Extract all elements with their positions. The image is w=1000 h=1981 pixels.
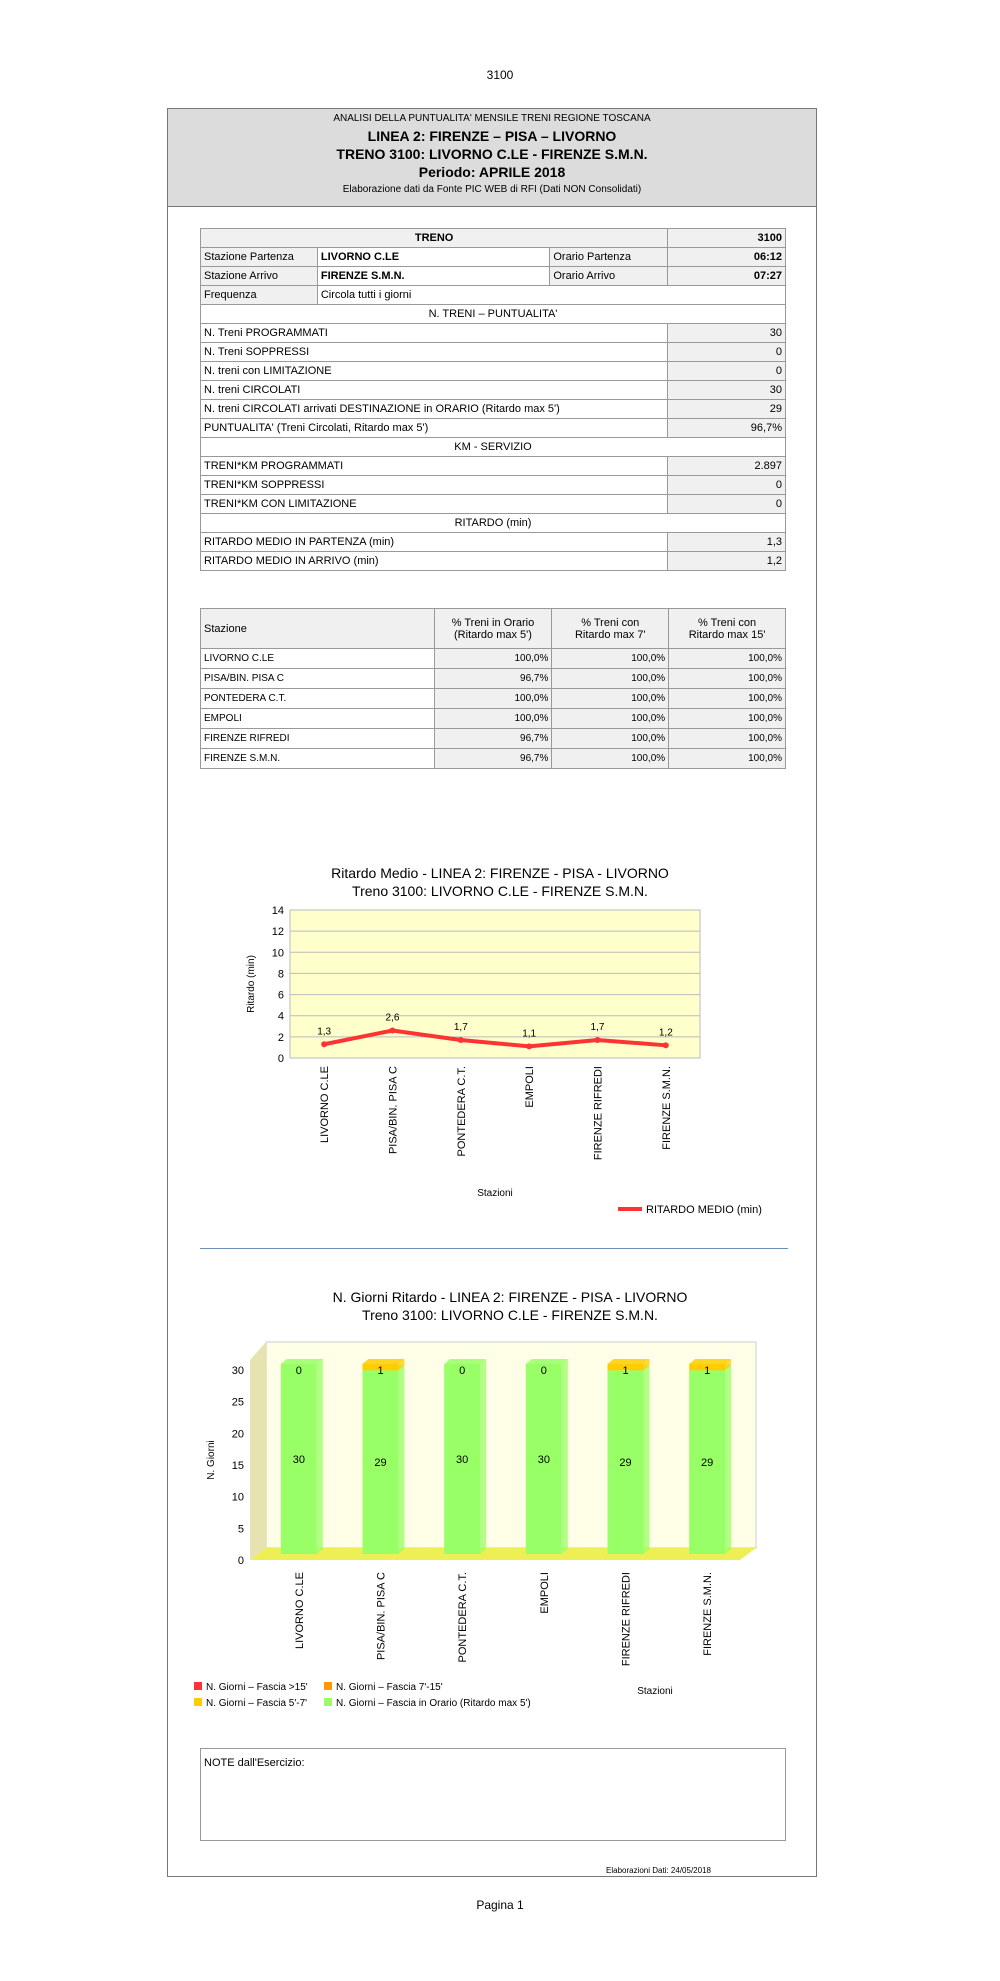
data-label: 1,3	[317, 1026, 332, 1038]
table-row	[201, 267, 786, 286]
x-tick-label: LIVORNO C.LE	[319, 1066, 332, 1144]
station-pct: 100,0%	[552, 749, 669, 769]
table-row	[201, 495, 786, 514]
row-label: N. Treni SOPPRESSI	[201, 343, 668, 362]
data-label: 30	[292, 1454, 305, 1466]
legend-swatch	[324, 1682, 332, 1690]
section-km: KM - SERVIZIO	[201, 438, 786, 457]
col-header: % Treni in Orario (Ritardo max 5')	[434, 609, 552, 649]
y-tick-label: 6	[277, 989, 284, 1002]
table-row	[201, 419, 786, 438]
table-row	[201, 343, 786, 362]
arr-station: FIRENZE S.M.N.	[317, 267, 550, 286]
table-row	[201, 669, 786, 689]
section-row	[201, 514, 786, 533]
chart-title: Ritardo Medio - LINEA 2: FIRENZE - PISA - LIVORNO	[331, 865, 669, 881]
legend-label: N. Giorni – Fascia in Orario (Ritardo max 5')	[336, 1698, 531, 1709]
data-point	[390, 1028, 396, 1034]
section-punctuality: N. TRENI – PUNTUALITA'	[201, 305, 786, 324]
y-tick-label: 2	[277, 1031, 284, 1044]
arr-time: 07:27	[668, 267, 786, 286]
data-label: 0	[540, 1365, 547, 1377]
train-summary-table	[200, 228, 786, 571]
row-label: TRENI*KM SOPPRESSI	[201, 476, 668, 495]
x-tick-label: PONTEDERA C.T.	[455, 1066, 468, 1157]
arr-station-label: Stazione Arrivo	[201, 267, 318, 286]
y-tick-label: 0	[277, 1053, 284, 1065]
station-pct: 100,0%	[669, 689, 786, 709]
table-row	[201, 729, 786, 749]
station-pct: 100,0%	[669, 749, 786, 769]
data-point	[595, 1037, 601, 1043]
bar-top	[281, 1359, 323, 1364]
row-value: 0	[668, 476, 786, 495]
x-tick-label: FIRENZE RIFREDI	[592, 1066, 605, 1161]
row-label: N. Treni PROGRAMMATI	[201, 324, 668, 343]
x-axis-label: Stazioni	[637, 1686, 673, 1697]
row-value: 1,3	[668, 533, 786, 552]
data-point	[321, 1041, 327, 1047]
x-tick-label: EMPOLI	[524, 1066, 537, 1108]
section-row	[201, 305, 786, 324]
row-value: 2.897	[668, 457, 786, 476]
bar-top	[608, 1359, 650, 1364]
y-tick-label: 4	[277, 1010, 284, 1023]
data-label: 29	[374, 1457, 387, 1470]
station-pct: 100,0%	[434, 709, 552, 729]
station-pct: 100,0%	[669, 729, 786, 749]
legend-swatch	[194, 1682, 202, 1690]
data-label: 1,7	[453, 1022, 468, 1034]
freq-label: Frequenza	[201, 286, 318, 305]
row-label: TRENI*KM CON LIMITAZIONE	[201, 495, 668, 514]
section-row	[201, 438, 786, 457]
bar-top	[526, 1359, 568, 1364]
data-label: 2,6	[385, 1012, 400, 1024]
table-row	[201, 689, 786, 709]
freq-value: Circola tutti i giorni	[317, 286, 785, 305]
elaboration-date: Elaborazioni Dati: 24/05/2018	[606, 1866, 711, 1875]
y-tick-label: 20	[231, 1428, 244, 1441]
row-value: 0	[668, 343, 786, 362]
table-row	[201, 552, 786, 571]
dep-station-label: Stazione Partenza	[201, 248, 318, 267]
header-line2: LINEA 2: FIRENZE – PISA – LIVORNO	[367, 128, 617, 144]
row-label: N. treni CIRCOLATI	[201, 381, 668, 400]
data-label: 1	[377, 1365, 384, 1377]
y-tick-label: 15	[231, 1460, 244, 1472]
station-pct: 100,0%	[552, 669, 669, 689]
station-pct: 100,0%	[552, 649, 669, 669]
col-header: % Treni con Ritardo max 15'	[669, 609, 786, 649]
table-row	[201, 362, 786, 381]
data-label: 29	[701, 1457, 714, 1470]
data-label: 1,1	[522, 1028, 537, 1040]
train-number: 3100	[668, 229, 786, 248]
data-label: 1,7	[590, 1022, 605, 1034]
page-top-number: 3100	[486, 68, 514, 82]
x-tick-label: FIRENZE S.M.N.	[660, 1066, 673, 1150]
legend-label: N. Giorni – Fascia 5'-7'	[206, 1698, 308, 1709]
x-axis-label: Stazioni	[477, 1188, 513, 1199]
table-row	[201, 709, 786, 729]
data-point	[458, 1037, 464, 1043]
legend-label: N. Giorni – Fascia >15'	[206, 1682, 308, 1693]
bar-side	[480, 1359, 486, 1554]
x-tick-label: PONTEDERA C.T.	[457, 1572, 470, 1663]
arr-time-label: Orario Arrivo	[550, 267, 668, 286]
data-point	[663, 1042, 669, 1048]
dep-station: LIVORNO C.LE	[317, 248, 550, 267]
station-pct: 100,0%	[552, 729, 669, 749]
station-name: FIRENZE RIFREDI	[201, 729, 435, 749]
data-point	[526, 1043, 532, 1049]
col-header: % Treni con Ritardo max 7'	[552, 609, 669, 649]
table-row	[201, 533, 786, 552]
notes-box	[200, 1748, 786, 1841]
bar-side	[644, 1365, 650, 1554]
station-pct: 96,7%	[434, 729, 552, 749]
days-stacked-bar-chart	[206, 1280, 800, 1710]
row-label: RITARDO MEDIO IN PARTENZA (min)	[201, 533, 668, 552]
x-tick-label: PISA/BIN. PISA C	[387, 1066, 400, 1155]
x-tick-label: FIRENZE S.M.N.	[702, 1572, 715, 1656]
y-tick-label: 8	[277, 968, 284, 981]
y-tick-label: 12	[271, 926, 284, 939]
y-tick-label: 5	[237, 1523, 244, 1536]
row-value: 1,2	[668, 552, 786, 571]
row-label: N. treni con LIMITAZIONE	[201, 362, 668, 381]
header-line3: TRENO 3100: LIVORNO C.LE - FIRENZE S.M.N.	[336, 146, 648, 162]
bar-top	[689, 1359, 731, 1364]
y-tick-label: 25	[231, 1396, 244, 1409]
y-tick-label: 14	[271, 905, 284, 917]
y-tick-label: 10	[231, 1491, 244, 1504]
side-wall	[250, 1342, 266, 1560]
bar-side	[725, 1365, 731, 1554]
row-value: 30	[668, 381, 786, 400]
chart-subtitle: Treno 3100: LIVORNO C.LE - FIRENZE S.M.N.	[362, 1307, 658, 1323]
station-pct: 100,0%	[669, 669, 786, 689]
station-name: EMPOLI	[201, 709, 435, 729]
row-value: 0	[668, 362, 786, 381]
row-label: PUNTUALITA' (Treni Circolati, Ritardo max 5')	[201, 419, 668, 438]
station-pct: 100,0%	[434, 689, 552, 709]
table-row	[201, 749, 786, 769]
header-period: Periodo: APRILE 2018	[418, 164, 566, 180]
station-name: PISA/BIN. PISA C	[201, 669, 435, 689]
station-pct: 100,0%	[669, 649, 786, 669]
y-axis-label: N. Giorni	[206, 1440, 217, 1480]
station-name: PONTEDERA C.T.	[201, 689, 435, 709]
data-label: 30	[456, 1454, 469, 1466]
station-pct: 100,0%	[552, 709, 669, 729]
station-pct: 100,0%	[669, 709, 786, 729]
bar-side	[562, 1359, 568, 1554]
legend-label: N. Giorni – Fascia 7'-15'	[336, 1682, 443, 1693]
data-label: 0	[295, 1365, 302, 1377]
x-tick-label: PISA/BIN. PISA C	[375, 1572, 388, 1661]
legend-swatch	[194, 1698, 202, 1706]
station-pct: 100,0%	[434, 649, 552, 669]
y-tick-label: 30	[231, 1365, 244, 1377]
page-footer: Pagina 1	[476, 1898, 524, 1912]
dep-time-label: Orario Partenza	[550, 248, 668, 267]
table-row	[201, 324, 786, 343]
y-tick-label: 0	[237, 1555, 244, 1567]
station-name: LIVORNO C.LE	[201, 649, 435, 669]
header-source: Elaborazione dati da Fonte PIC WEB di RFI (Dati NON Consolidati)	[342, 184, 642, 195]
table-row	[201, 476, 786, 495]
data-label: 1,2	[658, 1027, 673, 1039]
train-label: TRENO	[201, 229, 668, 248]
row-value: 0	[668, 495, 786, 514]
y-axis-label: Ritardo (min)	[246, 955, 257, 1013]
bar-top	[363, 1359, 405, 1364]
y-tick-label: 10	[271, 947, 284, 960]
table-row	[201, 229, 786, 248]
table-header-row	[201, 609, 786, 649]
table-row	[201, 381, 786, 400]
table-row	[201, 248, 786, 267]
row-value: 96,7%	[668, 419, 786, 438]
row-label: TRENI*KM PROGRAMMATI	[201, 457, 668, 476]
x-tick-label: FIRENZE RIFREDI	[620, 1572, 633, 1667]
chart-title: N. Giorni Ritardo - LINEA 2: FIRENZE - PISA - LIVORNO	[332, 1289, 688, 1305]
data-label: 30	[537, 1454, 550, 1466]
row-value: 29	[668, 400, 786, 419]
chart-subtitle: Treno 3100: LIVORNO C.LE - FIRENZE S.M.N.	[352, 883, 648, 899]
row-value: 30	[668, 324, 786, 343]
bar-top	[444, 1359, 486, 1364]
bar-side	[317, 1359, 323, 1554]
notes-label: NOTE dall'Esercizio:	[204, 1757, 305, 1769]
station-pct: 100,0%	[552, 689, 669, 709]
back-wall	[266, 1342, 756, 1548]
station-pct: 96,7%	[434, 669, 552, 689]
plot-area	[290, 910, 700, 1058]
delay-line-chart	[230, 860, 790, 1220]
station-name: FIRENZE S.M.N.	[201, 749, 435, 769]
data-label: 29	[619, 1457, 632, 1470]
data-label: 0	[459, 1365, 466, 1377]
report-header	[168, 109, 816, 207]
x-tick-label: LIVORNO C.LE	[293, 1572, 306, 1650]
station-punctuality-table	[200, 608, 786, 769]
legend-swatch	[324, 1698, 332, 1706]
col-header: Stazione	[201, 609, 435, 649]
bar-side	[399, 1365, 405, 1554]
x-tick-label: EMPOLI	[538, 1572, 551, 1614]
table-row	[201, 286, 786, 305]
row-label: N. treni CIRCOLATI arrivati DESTINAZIONE in ORARIO (Ritardo max 5')	[201, 400, 668, 419]
data-label: 1	[622, 1365, 629, 1377]
table-row	[201, 649, 786, 669]
header-line1: ANALISI DELLA PUNTUALITA' MENSILE TRENI REGIONE TOSCANA	[333, 113, 651, 124]
station-pct: 96,7%	[434, 749, 552, 769]
divider	[200, 1248, 788, 1249]
floor	[250, 1548, 756, 1560]
table-row	[201, 457, 786, 476]
section-delay: RITARDO (min)	[201, 514, 786, 533]
dep-time: 06:12	[668, 248, 786, 267]
row-label: RITARDO MEDIO IN ARRIVO (min)	[201, 552, 668, 571]
legend-label: RITARDO MEDIO (min)	[646, 1204, 762, 1216]
data-label: 1	[704, 1365, 711, 1377]
table-row	[201, 400, 786, 419]
